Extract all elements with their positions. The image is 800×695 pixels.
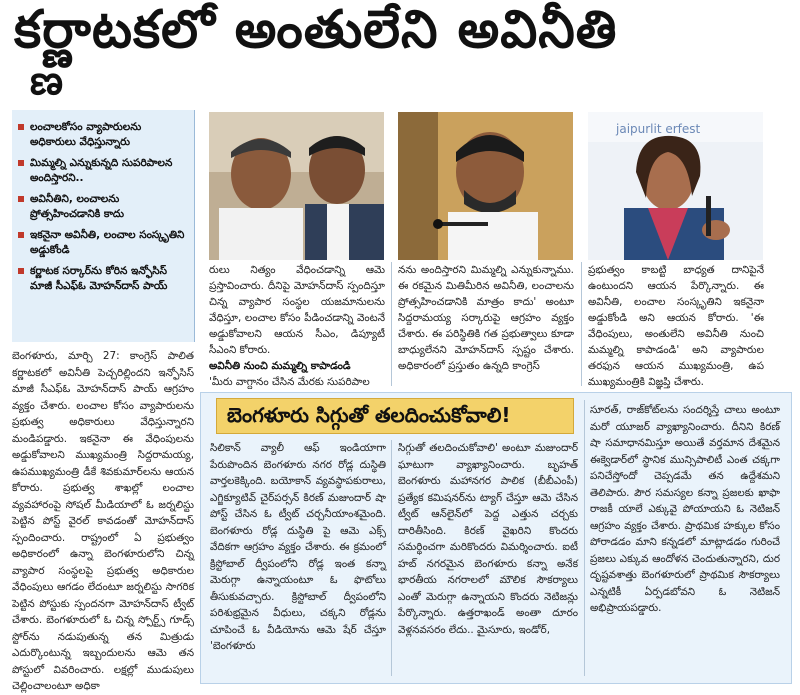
- highlight-item: [18, 264, 188, 294]
- bullet-marker-icon: [18, 232, 24, 238]
- sub-story-column-3: సూరత్, రాజ్‌కోట్‌లను సందర్శిస్తే చాలు అంటూ మరో యూజర్ వ్యాఖ్యానించారు. దీనిని కిరణ్ షా సమాధానమిస్తూ అయితే వర్తమాన దేశమైన ఈక్వెడార్‌లో స్థానిక మున్సిపాలిటీ ఎంత చక్కగా పనిచేస్తోందో చెప్పడమే తన ఉద్దేశమని తెలిపారు. పౌర సమస్యల కన్నా ప్రజలకు ఖాఫా రాజకీ యాలే ఎక్కువై పోయాయని ఓ నెటిజన్ ఆగ్రహం వ్యక్తం చేశారు. ప్రాథమిక హక్కుల కోసం పోరాడడం మాని కన్నడలో మాట్లాడడం గురించే ప్రజలు ఎక్కువ ఆందోళన చెందుతున్నారని, దుర దృష్టవశాత్తు బెంగళూరులో ప్రాథమిక సౌకర్యాలు ఎన్నటికీ ఏర్పడబోవని ఓ నెటిజన్ అభిప్రాయపడ్డారు.: [590, 404, 780, 614]
- caption-text: రులు నిత్యం వేధించడాన్ని ఆమె ప్రస్తావించారు. దీనిపై మోహన్‌దాస్ స్పందిస్తూ చిన్న వ్యాపార సంస్థల యజమానులను వేధిస్తూ, లంచాల కోసం పీడించడాన్ని వెంటనే అడ్డుకోవాలని ఆయన సీఎం, డిప్యూటీ సీఎంని కోరారు.: [209, 264, 385, 356]
- caption-column-2: [398, 262, 574, 374]
- sub-story-column-1: సిలికాన్ వ్యాలీ ఆఫ్ ఇండియాగా పేరుపొందిన బెంగళూరు నగర రోడ్ల దుస్థితి వార్తలకెక్కింది. బయోకాన్ వ్యవస్థాపకురాలు, ఎగ్జిక్యూటివ్ చైర్‌పర్సన్ కిరణ్ మజుందార్ షా పోస్ట్ చేసిన ఓ ట్వీట్ చర్చనీయాంశమైంది. బెంగళూరు రోడ్ల దుస్థితి పై ఆమె ఎక్స్ వేదికగా ఆగ్రహం వ్యక్తం చేశారు. ఈ క్రమంలో క్రిస్టోబాల్ ద్వీపంలోని రోడ్ల ఇంత కన్నా మెరుగ్గా ఉన్నాయంటూ ఓ ఫొటోలు తీసుకువచ్చారు. క్రిస్టోబాల్ ద్వీపంలోని పరిశుభ్రమైన వీధులు, చక్కని రోడ్లను చూపించే ఓ వీడియోను ఆమె షేర్ చేస్తూ 'బెంగళూరు: [210, 442, 386, 652]
- caption-text: నను అందిస్తారని మిమ్మల్ని ఎన్నుకున్నాము. ఈ రకమైన మితిమీరిన అవినీతి, లంచాలను ప్రోత్సహించడానికి మాత్రం కాదు' అంటూ సిద్దరామయ్య సర్కారుపై ఆగ్రహం వ్యక్తం చేశారు. ఈ పరిస్థితికి గత ప్రభుత్వాలు కూడా బాధ్యులేనని మోహన్‌దాస్ స్పష్టం చేశారు. అధికారంలో ప్రస్తుతం ఉన్నది కాంగ్రెస్: [398, 264, 574, 372]
- column-divider: [584, 400, 585, 676]
- photo-politicians-image: [209, 112, 384, 260]
- highlight-item: [18, 120, 188, 150]
- main-story-body: బెంగళూరు, మార్చి 27: కాంగ్రెస్ పాలిత కర్ణాటకలో అవినీతి పెచ్చరిల్లిందని ఇన్ఫోసిస్ మాజీ సీఎఫ్ఓ మోహన్‌దాస్ పాయ్ ఆగ్రహం వ్యక్తం చేశారు. లంచాల కోసం వ్యాపారులను ప్రభుత్వ అధికారులు వేధిస్తున్నారని మండిపడ్డారు. ఇకనైనా ఈ వేధింపులను అడ్డుకోవాలని ముఖ్యమంత్రి సిద్దరామయ్య, ఉపముఖ్యమంత్రి డీకే శివకుమార్‌లను ఆయన కోరారు. ప్రభుత్వ శాఖల్లో లంచాల వ్యవహారంపై సోషల్ మీడియాలో ఓ జర్నలిస్టు పెట్టిన పోస్ట్ వైరల్ కావడంతో మోహన్‌దాస్ స్పందించారు. రాష్ట్రంలో ఏ ప్రభుత్వం అధికారంలో ఉన్నా బెంగళూరులోని చిన్న వ్యాపార సంస్థలపై ప్రభుత్వ అధికారుల వేధింపులు ఆగడం లేదంటూ జర్నలిస్టు సాగరిక పెట్టిన పోస్టుకు స్పందనగా మోహన్‌దాస్ ట్వీట్ చేశారు. బెంగళూరులో ఓ చిన్న స్పోర్ట్స్ గూడ్స్ స్టోర్‌ను నడుపుతున్న తన మిత్రుడు ఎదుర్కొంటున్న ఇబ్బందులను ఆమె తన పోస్టులో వివరించారు. లక్షల్లో ముడుపులు చెల్లించాలంటూ అధికా: [12, 350, 194, 692]
- headline-continuation: ణ: [30, 58, 64, 104]
- backdrop-text: jaipurlit erfest: [616, 122, 701, 136]
- bullet-marker-icon: [18, 196, 24, 202]
- highlight-item: [18, 156, 188, 186]
- photo-speaker-image: [398, 112, 573, 260]
- highlight-text: అవినీతిని, లంచాలను ప్రోత్సహించడానికి కాదు: [30, 193, 124, 220]
- highlight-item: [18, 192, 188, 222]
- highlight-item: [18, 228, 188, 258]
- photo-kiran-mazumdar-shaw: [588, 112, 763, 260]
- caption-text: ప్రభుత్వం కాబట్టి బాధ్యత దానిపైనే ఉంటుందని ఆయన పేర్కొన్నారు. ఈ అవినీతి, లంచాల సంస్కృతిని ఇకనైనా అడ్డుకోండి అని ఆయన కోరారు. 'ఈ వేధింపులు, అంతులేని అవినీతి నుంచి మమ్మల్ని కాపాడండి' అని వ్యాపారుల తరఫున ఆయన ముఖ్యమంత్రి, ఉప ముఖ్యమంత్రికి విజ్ఞప్తి చేశారు.: [588, 264, 764, 388]
- bullet-marker-icon: [18, 268, 24, 274]
- photo-siddaramaiah-shivakumar: [209, 112, 384, 260]
- highlight-text: కర్ణాటక సర్కార్‌ను కోరిన ఇన్ఫోసిస్ మాజీ సీఎఫ్ఓ మోహన్‌దాస్ పాయ్: [30, 265, 168, 292]
- column-divider: [391, 440, 392, 676]
- highlight-text: మిమ్మల్ని ఎన్నుకున్నది సుపరిపాలన అందిస్తారని..: [30, 157, 173, 184]
- bullet-marker-icon: [18, 160, 24, 166]
- photo-mohandas-pai: [398, 112, 573, 260]
- column-divider: [581, 262, 582, 386]
- highlights-panel: [12, 110, 195, 342]
- caption-tail: 'మీరు వాగ్దానం చేసిన మేరకు సుపరిపాల: [209, 376, 370, 388]
- caption-column-1: [209, 262, 385, 390]
- sub-story-headline: బెంగళూరు సిగ్గుతో తలదించుకోవాలి!: [227, 403, 511, 427]
- sub-story-headline-box: [216, 398, 574, 434]
- sub-story-column-2: సిగ్గుతో తలదించుకోవాలి' అంటూ మజుందార్ ఘాటుగా వ్యాఖ్యానించారు. బృహత్ బెంగళూరు మహానగర పాలిక (బీబీఎంపీ) ప్రత్యేక కమిషనర్‌ను ట్యాగ్ చేస్తూ ఆమె చేసిన ట్వీట్ ఆన్‌లైన్‌లో పెద్ద ఎత్తున చర్చకు దారితీసింది. కిరణ్ వైఖరిని కొందరు సమర్థించగా మరికొందరు విమర్శించారు. ఐటీ హబ్ నగరమైన బెంగళూరు కన్నా అనేక భారతీయ నగరాలలో మౌలిక సౌకర్యాలు ఎంతో మెరుగ్గా ఉన్నాయని కొందరు నెటిజన్లు పేర్కొన్నారు. ఉత్తరాఖండ్ అంతా దూరం వెళ్లనవసరం లేదు.. మైసూరు, ఇండోర్,: [398, 442, 578, 636]
- column-divider: [391, 262, 392, 386]
- caption-column-3: [588, 262, 764, 390]
- highlight-text: లంచాలకోసం వ్యాపారులను అధికారులు వేధిస్తున్నారు: [30, 121, 142, 148]
- bullet-marker-icon: [18, 124, 24, 130]
- photo-speaker-podium-image: [588, 112, 763, 260]
- caption-subhead: అవినీతి నుంచి మమ్మల్ని కాపాడండి: [209, 360, 351, 372]
- page-headline: కర్ణాటకలో అంతులేని అవినీతి: [14, 0, 618, 60]
- highlight-text: ఇకనైనా అవినీతి, లంచాల సంస్కృతిని అడ్డుకోండి: [30, 229, 185, 256]
